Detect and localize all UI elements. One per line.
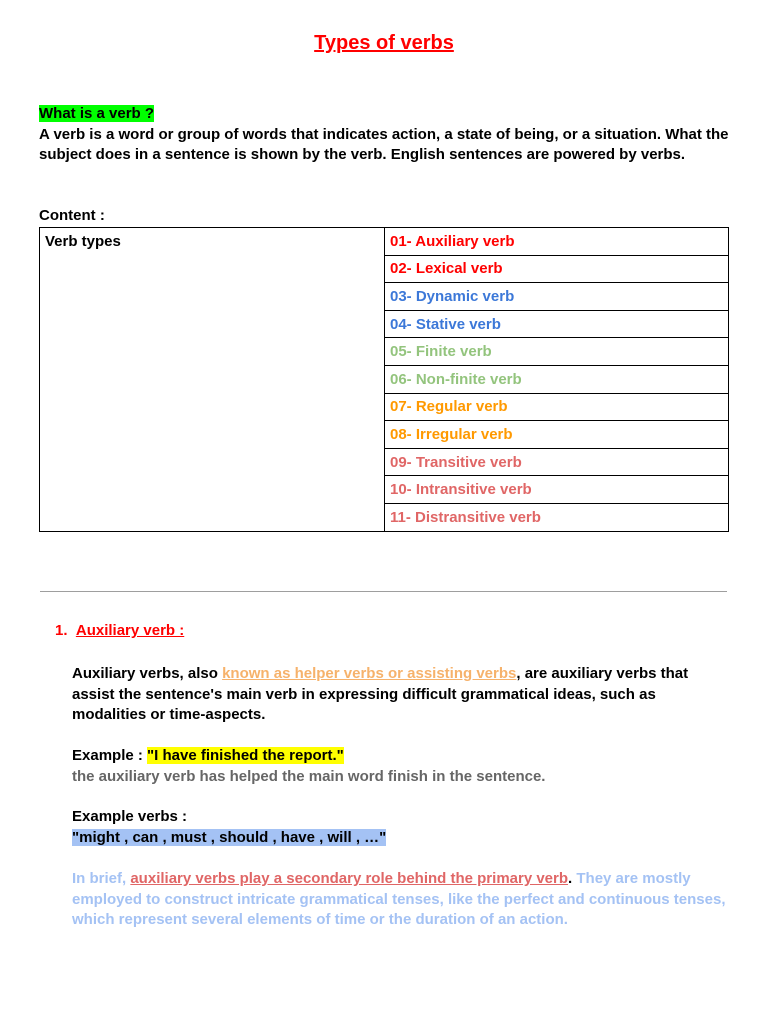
- verb-type-item[interactable]: 08- Irregular verb: [385, 421, 729, 449]
- intro-block: [39, 104, 739, 166]
- content-label: Content :: [39, 207, 105, 224]
- verb-type-item[interactable]: 01- Auxiliary verb: [385, 228, 729, 256]
- example-quote: "I have finished the report.": [147, 747, 344, 764]
- verb-type-item[interactable]: 09- Transitive verb: [385, 448, 729, 476]
- example-note: the auxiliary verb has helped the main word finish in the sentence.: [72, 767, 546, 785]
- section-heading-auxiliary: [55, 621, 184, 641]
- verb-type-item[interactable]: 03- Dynamic verb: [385, 283, 729, 311]
- auxiliary-paragraph: [72, 664, 732, 726]
- helper-verbs-link[interactable]: known as helper verbs or assisting verbs: [222, 665, 517, 682]
- verb-type-item[interactable]: 11- Distransitive verb: [385, 503, 729, 531]
- content-table: [39, 227, 729, 532]
- table-row: [40, 228, 729, 256]
- paragraph-text-end: , are auxiliary verbs that assist the sentence's main verb in expressing difficult grammatical ideas, such as modalities or time-aspects.: [72, 665, 689, 723]
- verb-type-item[interactable]: 04- Stative verb: [385, 310, 729, 338]
- brief-text-start: In brief,: [72, 870, 131, 887]
- verb-type-item[interactable]: 06- Non-finite verb: [385, 365, 729, 393]
- brief-period: .: [568, 870, 573, 887]
- verb-types-header: Verb types: [40, 228, 385, 532]
- page-title: Types of verbs: [314, 32, 454, 54]
- brief-text-end: They are mostly employed to construct intricate grammatical tenses, like the perfect and continuous tenses, which represent several elements of time or the duration of an action.: [72, 870, 726, 928]
- brief-paragraph: [72, 869, 732, 931]
- verb-type-item[interactable]: 05- Finite verb: [385, 338, 729, 366]
- verb-question-heading: What is a verb ?: [39, 105, 155, 122]
- verb-definition: A verb is a word or group of words that indicates action, a state of being, or a situation. What the subject does in a sentence is shown by the verb. English sentences are powered by verbs.: [39, 125, 729, 163]
- verb-type-item[interactable]: 07- Regular verb: [385, 393, 729, 421]
- example-label: Example :: [72, 747, 148, 764]
- example-verbs-list: "might , can , must , should , have , will , …": [72, 828, 387, 846]
- section-heading-label: Auxiliary verb :: [75, 622, 185, 639]
- example-verbs-label: Example verbs :: [72, 808, 188, 825]
- example-block: [72, 746, 732, 787]
- paragraph-text-start: Auxiliary verbs, also: [72, 665, 223, 682]
- secondary-role-link[interactable]: auxiliary verbs play a secondary role behind the primary verb: [130, 870, 569, 887]
- verb-type-item[interactable]: 02- Lexical verb: [385, 255, 729, 283]
- section-number: 1.: [55, 622, 68, 639]
- section-divider: [40, 591, 727, 592]
- verb-type-item[interactable]: 10- Intransitive verb: [385, 476, 729, 504]
- example-verbs-block: [72, 807, 732, 848]
